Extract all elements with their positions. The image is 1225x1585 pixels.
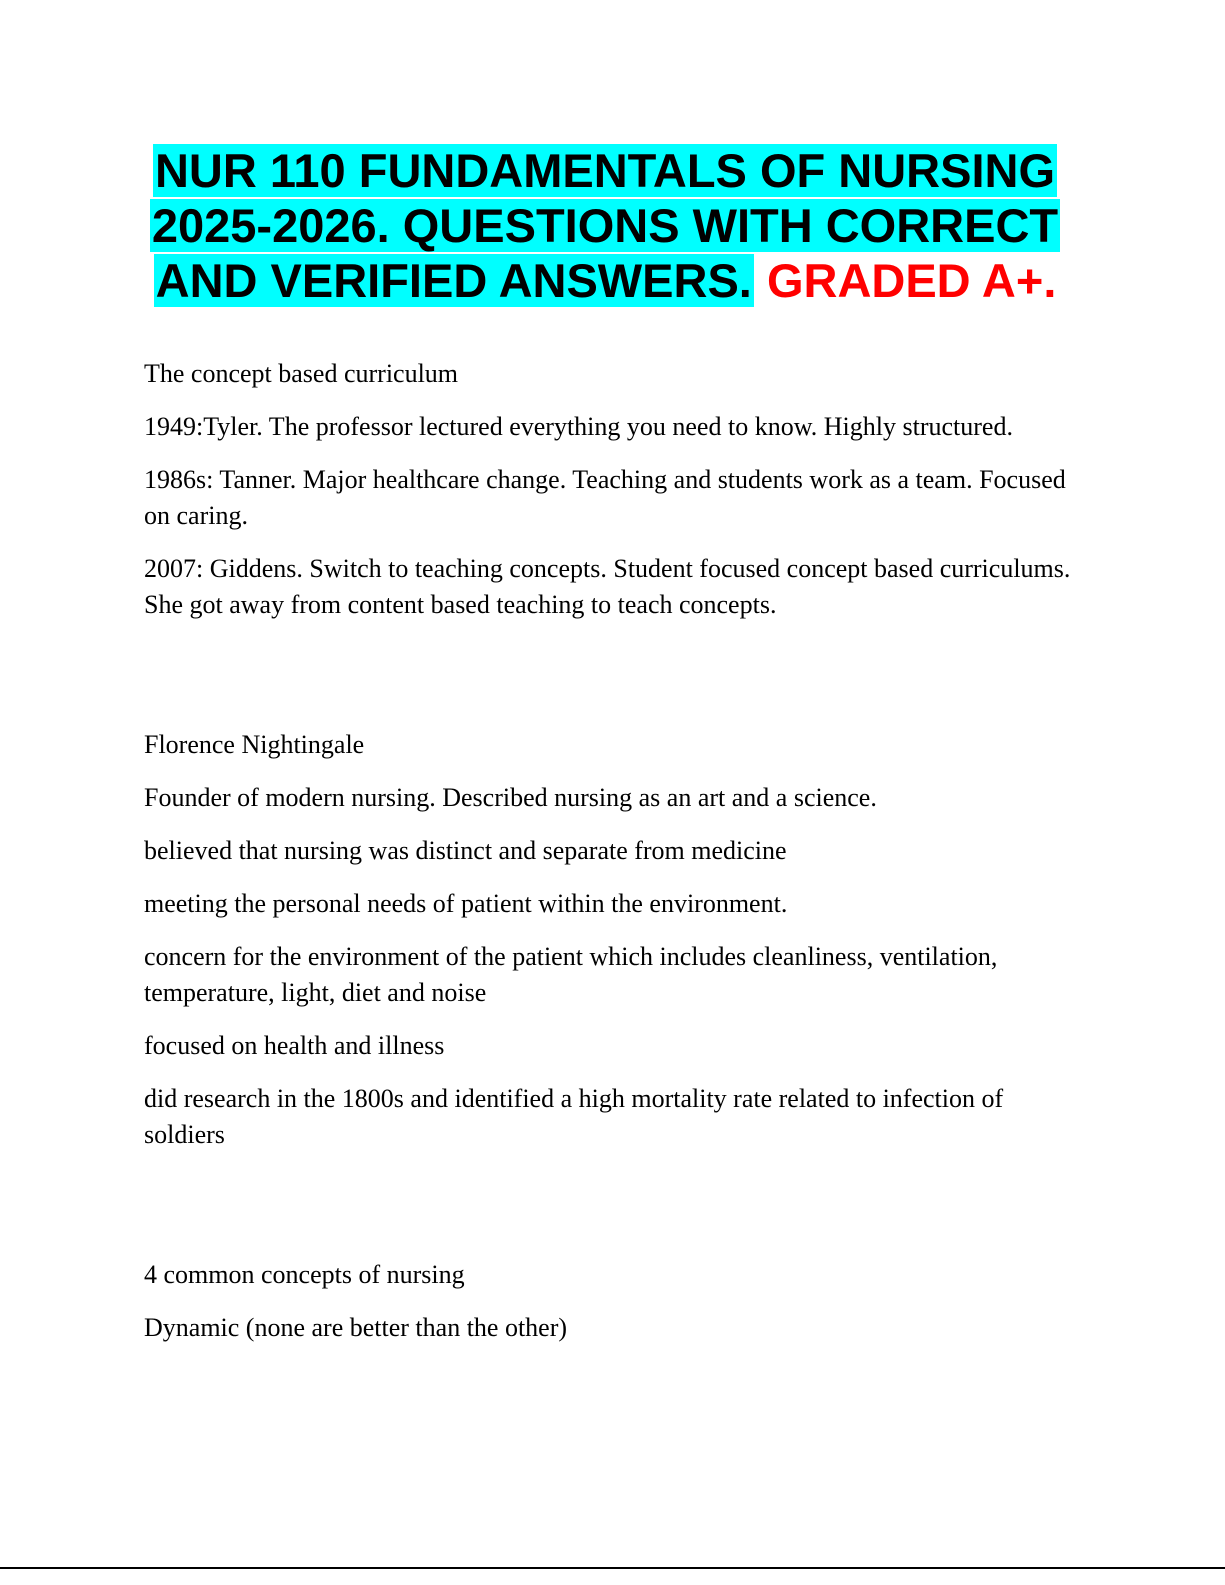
section-item: meeting the personal needs of patient within the environment. [144,889,788,918]
document-body [144,356,1084,1363]
section-spacer [144,640,1084,727]
section-item: did research in the 1800s and identified a high mortality rate related to infection of soldiers [144,1084,1004,1149]
page-bottom-divider [0,1567,1225,1569]
section-concept-curriculum [144,356,1084,623]
section-heading: Florence Nightingale [144,730,365,759]
section-item: 1949:Tyler. The professor lectured everything you need to know. Highly structured. [144,412,1013,441]
section-item: Founder of modern nursing. Described nursing as an art and a science. [144,783,877,812]
section-item: concern for the environment of the patient which includes cleanliness, ventilation, temperature, light, diet and noise [144,942,998,1007]
section-item: 1986s: Tanner. Major healthcare change. Teaching and students work as a team. Focused on caring. [144,465,1066,530]
title-line-3: AND VERIFIED ANSWERS. [155,254,752,307]
section-spacer [144,1170,1084,1257]
grade-label: GRADED A+. [766,254,1057,307]
section-florence-nightingale [144,727,1084,1153]
section-heading: The concept based curriculum [144,359,459,388]
section-heading: 4 common concepts of nursing [144,1260,465,1289]
title-line-2: 2025-2026. QUESTIONS WITH CORRECT [151,199,1059,252]
title-line-1: NUR 110 FUNDAMENTALS OF NURSING [154,144,1056,197]
section-item: 2007: Giddens. Switch to teaching concepts. Student focused concept based curriculums. She got away from content based teaching to teach concepts. [144,554,1071,619]
section-item: believed that nursing was distinct and separate from medicine [144,836,787,865]
section-item: Dynamic (none are better than the other) [144,1313,568,1342]
document-title [140,143,1070,308]
section-nursing-concepts [144,1257,1084,1346]
section-item: focused on health and illness [144,1031,445,1060]
